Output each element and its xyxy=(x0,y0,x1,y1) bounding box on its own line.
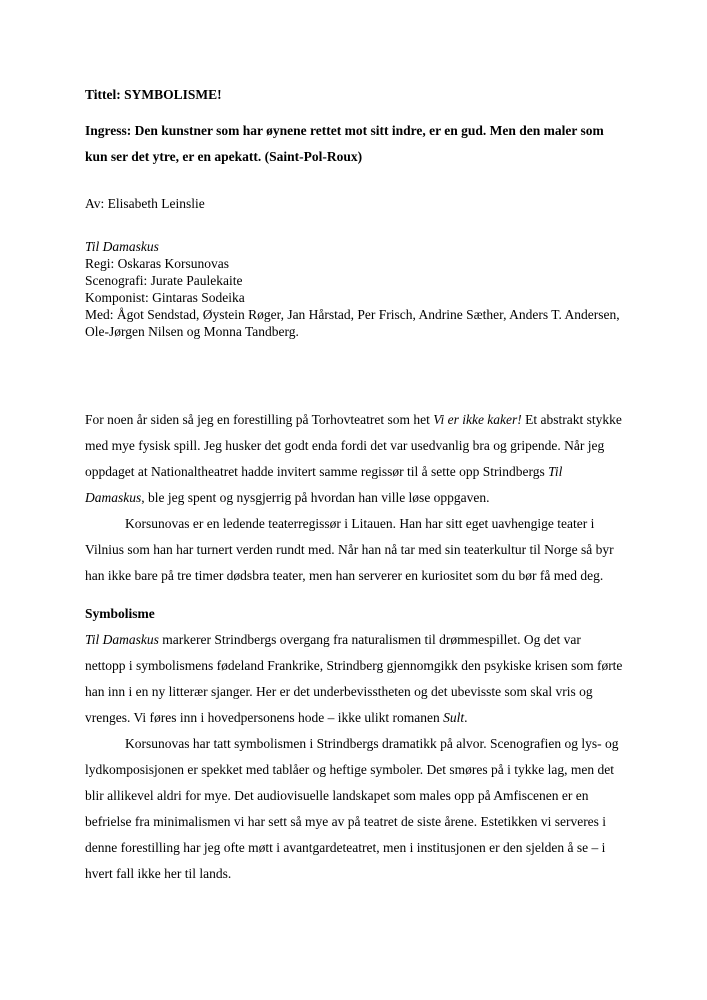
paragraph-3-text: . xyxy=(464,710,468,725)
credits-cast: Med: Ågot Sendstad, Øystein Røger, Jan Hårstad, Per Frisch, Andrine Sæther, Anders T. Andersen, Ole-Jørgen Nilsen og Monna Tandberg. xyxy=(85,307,620,339)
paragraph-1 xyxy=(85,407,623,511)
play-title-til-damaskus: Til Damaskus xyxy=(85,632,159,647)
credits-scenography: Scenografi: Jurate Paulekaite xyxy=(85,273,243,288)
paragraph-1-text: , ble jeg spent og nysgjerrig på hvordan han ville løse oppgaven. xyxy=(141,490,490,505)
byline: Av: Elisabeth Leinslie xyxy=(85,196,205,211)
credits-block xyxy=(85,238,623,340)
play-title-vi-er-ikke-kaker: Vi er ikke kaker! xyxy=(433,412,522,427)
novel-title-sult: Sult xyxy=(443,710,465,725)
credits-director: Regi: Oskaras Korsunovas xyxy=(85,256,229,271)
document-title: Tittel: SYMBOLISME! xyxy=(85,87,222,102)
play-title-til-damaskus: Til Damaskus xyxy=(85,464,563,505)
paragraph-1-text: For noen år siden så jeg en forestilling på Torhovteatret som het xyxy=(85,412,434,427)
section-heading-symbolisme: Symbolisme xyxy=(85,606,155,621)
credits-composer: Komponist: Gintaras Sodeika xyxy=(85,290,245,305)
paragraph-3-text: markerer Strindbergs overgang fra naturalismen til drømmespillet. Og det var nettopp i symbolismens fødeland Frankrike, Strindberg gjennomgikk den psykiske krisen som førte han inn i en ny litterær sjanger. Her er det underbevisstheten og det ubevisste som skal vris og vrenges. Vi føres inn i hovedpersonens hode – ikke ulikt romanen xyxy=(85,632,623,725)
paragraph-3 xyxy=(85,627,623,731)
ingress: Ingress: Den kunstner som har øynene rettet mot sitt indre, er en gud. Men den maler som kun ser det ytre, er en apekatt. (Saint-Pol-Roux) xyxy=(85,123,604,164)
credits-play-title: Til Damaskus xyxy=(85,239,159,254)
paragraph-2: Korsunovas er en ledende teaterregissør i Litauen. Han har sitt eget uavhengige teater i Vilnius som han har turnert verden rundt med. Når han nå tar med sin teaterkultur til Norge så byr han ikke bare på tre timer dødsbra teater, men han serverer en kuriositet som du bør få med deg. xyxy=(85,516,614,583)
paragraph-1-text: Et abstrakt stykke med mye fysisk spill. Jeg husker det godt enda fordi det var usedvanlig bra og gripende. Når jeg oppdaget at Nationaltheatret hadde invitert samme regissør til å sette opp Strindbergs xyxy=(85,412,622,479)
paragraph-4: Korsunovas har tatt symbolismen i Strindbergs dramatikk på alvor. Scenografien og lys- og lydkomposisjonen er spekket med tablåer og heftige symboler. Det smøres på i tykke lag, men det blir allikevel aldri for mye. Det audiovisuelle landskapet som males opp på Amfiscenen er en befrielse fra minimalismen vi har sett så mye av på teatret de siste årene. Estetikken vi serveres i denne forestilling har jeg ofte møtt i avantgardeteatret, men i institusjonen er den sjelden å se – i hvert fall ikke her til lands. xyxy=(85,736,619,881)
